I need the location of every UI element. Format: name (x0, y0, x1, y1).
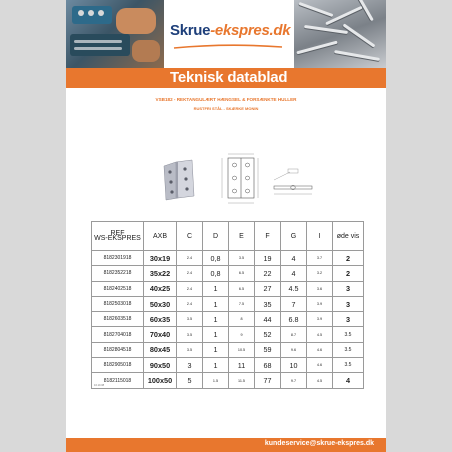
cell-ref: 8182704018 (92, 327, 144, 342)
cell-d: 1.5 (203, 373, 229, 388)
table-header-row (92, 222, 364, 251)
cell-axb: 30x19 (144, 251, 177, 266)
cell-e: 11 (229, 358, 255, 373)
cell-f: 77 (255, 373, 281, 388)
cell-ref: 8182402518 (92, 281, 144, 296)
footer-bar (66, 438, 386, 452)
hinge-illustration-icon (162, 158, 196, 202)
cell-i: 4.5 (307, 327, 333, 342)
tools-photo (66, 0, 164, 68)
cell-axb: 40x25 (144, 281, 177, 296)
cell-c: 2.4 (177, 266, 203, 281)
table-row (92, 312, 364, 327)
cell-e: 11.5 (229, 373, 255, 388)
revision-note: 16.10.08 (94, 384, 105, 387)
table-body (92, 251, 364, 389)
cell-axb: 50x30 (144, 296, 177, 311)
cell-axb: 90x50 (144, 358, 177, 373)
cell-g: 9.6 (281, 342, 307, 357)
cell-ref: 8182115018 (92, 373, 144, 388)
cell-ref: 8182804518 (92, 342, 144, 357)
cell-last: 2 (333, 251, 364, 266)
cell-c: 2.4 (177, 251, 203, 266)
cell-axb: 80x45 (144, 342, 177, 357)
cell-g: 4.5 (281, 281, 307, 296)
cell-axb: 100x50 (144, 373, 177, 388)
cell-d: 1 (203, 358, 229, 373)
cell-c: 3.5 (177, 312, 203, 327)
col-header-g: G (281, 222, 307, 251)
cell-f: 22 (255, 266, 281, 281)
cell-g: 6.8 (281, 312, 307, 327)
col-header-last: øde vis (333, 222, 364, 251)
col-header-axb: AXB (144, 222, 177, 251)
cell-ref: 8182352218 (92, 266, 144, 281)
col-header-i: I (307, 222, 333, 251)
logo-swoosh-icon (172, 44, 284, 50)
cell-last: 4 (333, 373, 364, 388)
cell-e: 6.5 (229, 281, 255, 296)
cell-g: 10 (281, 358, 307, 373)
table-row (92, 266, 364, 281)
cell-f: 19 (255, 251, 281, 266)
cell-last: 3.5 (333, 327, 364, 342)
header-banner (66, 0, 386, 68)
cell-i: 3.9 (307, 312, 333, 327)
col-header-c: C (177, 222, 203, 251)
cell-axb: 35x22 (144, 266, 177, 281)
cell-c: 3.5 (177, 342, 203, 357)
cell-last: 3.5 (333, 342, 364, 357)
cell-g: 4 (281, 251, 307, 266)
table-row (92, 358, 364, 373)
cell-g: 9.7 (281, 373, 307, 388)
cell-c: 3.5 (177, 327, 203, 342)
col-header-f: F (255, 222, 281, 251)
cell-d: 1 (203, 327, 229, 342)
cell-d: 1 (203, 312, 229, 327)
table-row (92, 296, 364, 311)
cell-i: 3.7 (307, 251, 333, 266)
spec-table (91, 221, 364, 389)
cell-c: 3 (177, 358, 203, 373)
cell-c: 5 (177, 373, 203, 388)
cell-g: 7 (281, 296, 307, 311)
technical-drawing-icon (214, 150, 324, 210)
cell-last: 3.5 (333, 358, 364, 373)
contact-email-link[interactable]: kundeservice@skrue-ekspres.dk (264, 440, 374, 447)
cell-f: 52 (255, 327, 281, 342)
cell-c: 2.4 (177, 281, 203, 296)
table-row (92, 327, 364, 342)
cell-last: 3 (333, 281, 364, 296)
cell-e: 10.5 (229, 342, 255, 357)
col-header-d: D (203, 222, 229, 251)
cell-f: 59 (255, 342, 281, 357)
cell-i: 3.6 (307, 281, 333, 296)
cell-i: 4.5 (307, 373, 333, 388)
cell-e: 6.5 (229, 266, 255, 281)
cell-last: 2 (333, 266, 364, 281)
cell-e: 9 (229, 327, 255, 342)
brand-name-accent: -ekspres.dk (210, 22, 291, 39)
cell-ref: 8182603518 (92, 312, 144, 327)
cell-axb: 60x35 (144, 312, 177, 327)
datasheet-page (66, 0, 386, 452)
product-subtitle: VSB182 - REKTANGULÆRT HÆNGSEL & FORSÆNKTE HULLER (155, 97, 297, 102)
cell-last: 3 (333, 312, 364, 327)
cell-f: 44 (255, 312, 281, 327)
screws-photo (294, 0, 386, 68)
cell-d: 1 (203, 342, 229, 357)
cell-g: 4 (281, 266, 307, 281)
cell-e: 3.5 (229, 251, 255, 266)
table-row (92, 251, 364, 266)
brand-name-main: Skrue (170, 22, 211, 39)
col-header-ref: REF WS-EKSPRES (92, 222, 144, 251)
title-bar (66, 68, 386, 88)
cell-f: 68 (255, 358, 281, 373)
brand-area (164, 0, 294, 68)
cell-e: 7.5 (229, 296, 255, 311)
table-row (92, 342, 364, 357)
product-material: RUSTFRI STÅL - SKÆRKE MONIN (193, 106, 259, 111)
cell-c: 2.4 (177, 296, 203, 311)
cell-d: 1 (203, 296, 229, 311)
cell-last: 3 (333, 296, 364, 311)
cell-i: 3.2 (307, 266, 333, 281)
cell-i: 4.6 (307, 358, 333, 373)
cell-axb: 70x40 (144, 327, 177, 342)
table-row (92, 373, 364, 388)
cell-d: 0,8 (203, 266, 229, 281)
cell-ref: 8182301918 (92, 251, 144, 266)
cell-ref: 8182503018 (92, 296, 144, 311)
cell-f: 35 (255, 296, 281, 311)
cell-d: 1 (203, 281, 229, 296)
col-header-e: E (229, 222, 255, 251)
cell-d: 0,8 (203, 251, 229, 266)
cell-i: 3.9 (307, 296, 333, 311)
cell-i: 4.6 (307, 342, 333, 357)
table-row (92, 281, 364, 296)
cell-e: 8 (229, 312, 255, 327)
cell-f: 27 (255, 281, 281, 296)
page-title: Teknisk datablad (170, 69, 288, 86)
brand-logo[interactable] (170, 22, 290, 39)
cell-ref: 8182905018 (92, 358, 144, 373)
cell-g: 8.7 (281, 327, 307, 342)
